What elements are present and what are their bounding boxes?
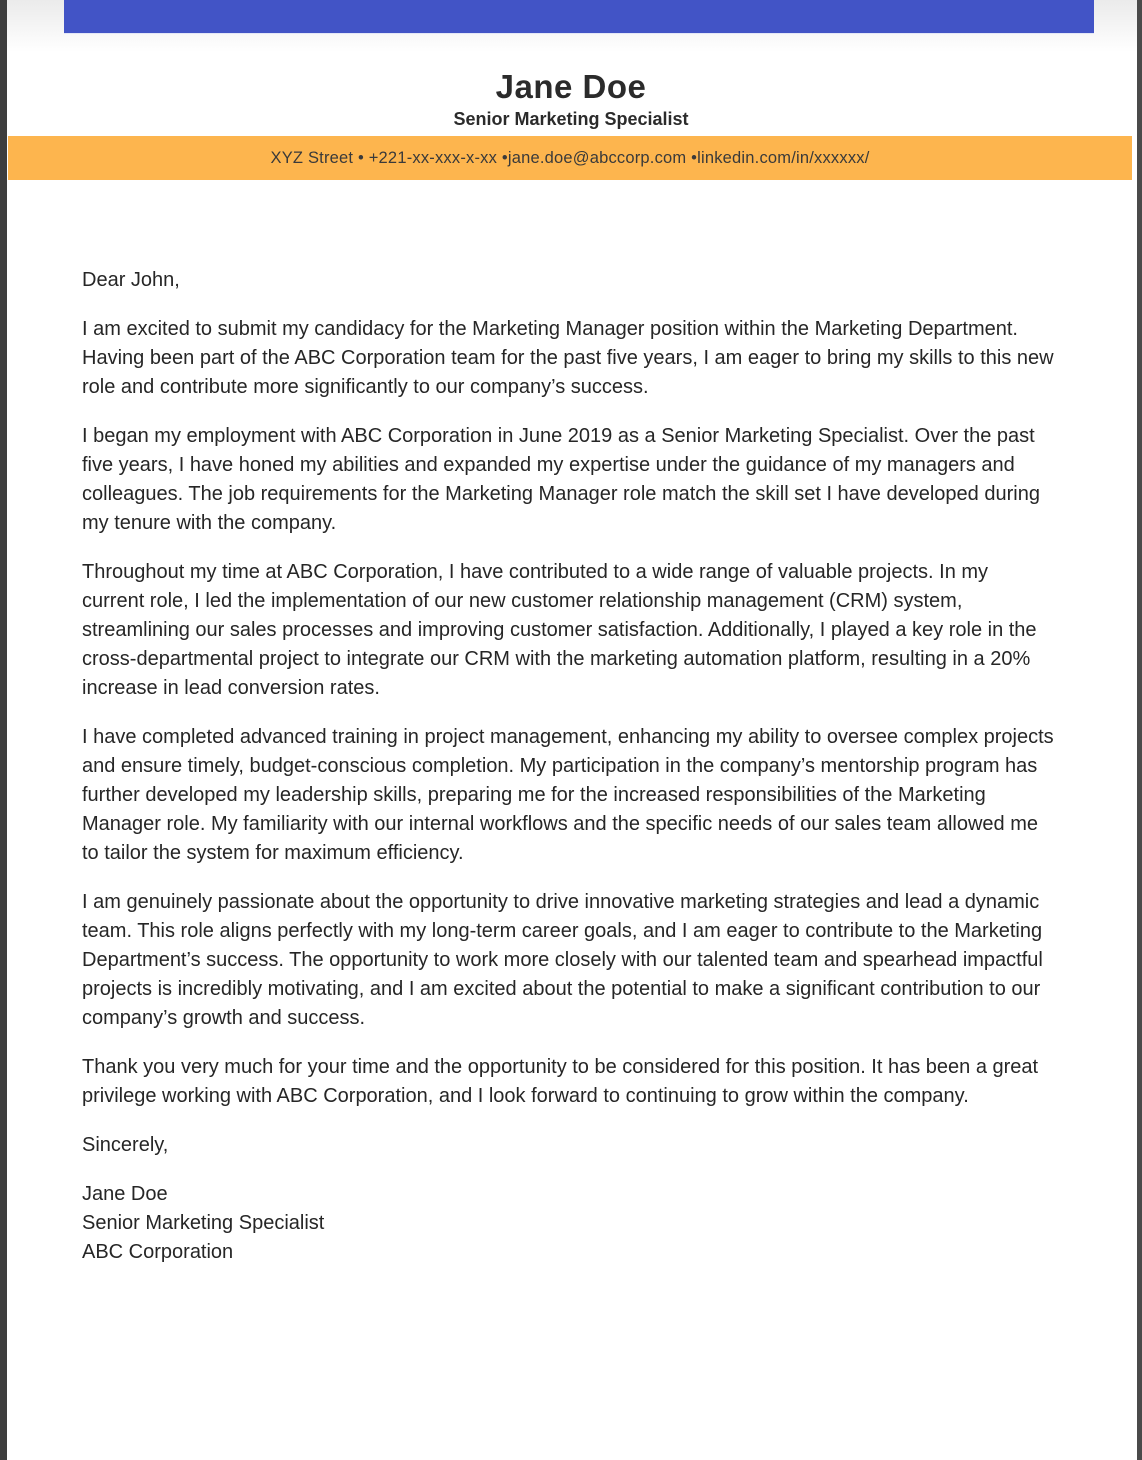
header-accent-bar [64, 0, 1094, 34]
salutation: Dear John, [82, 269, 180, 291]
contact-bar [8, 136, 1132, 180]
contact-info: XYZ Street • +221-xx-xxx-x-xx •jane.doe@abccorp.com •linkedin.com/in/xxxxxx/ [270, 148, 870, 167]
page-edge-right [1137, 0, 1142, 1460]
letter-paragraph: I began my employment with ABC Corporation in June 2019 as a Senior Marketing Specialist. Over the past five years, I have honed my abilities and expanded my expertise under the guidance of my managers and colleagues. The job requirements for the Marketing Manager role match the skill set I have developed during my tenure with the company. [82, 425, 1040, 534]
signature-title: Senior Marketing Specialist [82, 1212, 325, 1234]
letter-paragraph: I have completed advanced training in project management, enhancing my ability to oversee complex projects and ensure timely, budget-conscious completion. My participation in the company’s mentorship program has further developed my leadership skills, preparing me for the increased responsibilities of the Marketing Manager role. My familiarity with our internal workflows and the specific needs of our sales team allowed me to tailor the system for maximum efficiency. [82, 726, 1054, 864]
page-edge-left [0, 0, 7, 1460]
closing-sincerely: Sincerely, [82, 1134, 169, 1156]
signature-name: Jane Doe [82, 1183, 168, 1205]
letter-paragraph: Thank you very much for your time and the opportunity to be considered for this position. It has been a great privilege working with ABC Corporation, and I look forward to continuing to grow within the company. [82, 1056, 1039, 1107]
letter-paragraph: I am genuinely passionate about the opportunity to drive innovative marketing strategies and lead a dynamic team. This role aligns perfectly with my long-term career goals, and I am eager to contribute to the Marketing Department’s success. The opportunity to work more closely with our talented team and spearhead impactful projects is incredibly motivating, and I am excited about the potential to make a significant contribution to our company’s growth and success. [82, 891, 1043, 1029]
candidate-name: Jane Doe [495, 68, 647, 105]
letter-paragraph: I am excited to submit my candidacy for the Marketing Manager position within the Marketing Department. Having been part of the ABC Corporation team for the past five years, I am eager to bring my skills to this new role and contribute more significantly to our company’s success. [82, 318, 1054, 398]
letter-paragraph: Throughout my time at ABC Corporation, I have contributed to a wide range of valuable projects. In my current role, I led the implementation of our new customer relationship management (CRM) system, streamlining our sales processes and improving customer satisfaction. Additionally, I played a key role in the cross-departmental project to integrate our CRM with the marketing automation platform, resulting in a 20% increase in lead conversion rates. [82, 561, 1037, 699]
signature-block [82, 1180, 1054, 1267]
signature-company: ABC Corporation [82, 1241, 234, 1263]
letter-body [82, 266, 1054, 1267]
candidate-job-title: Senior Marketing Specialist [453, 109, 689, 129]
